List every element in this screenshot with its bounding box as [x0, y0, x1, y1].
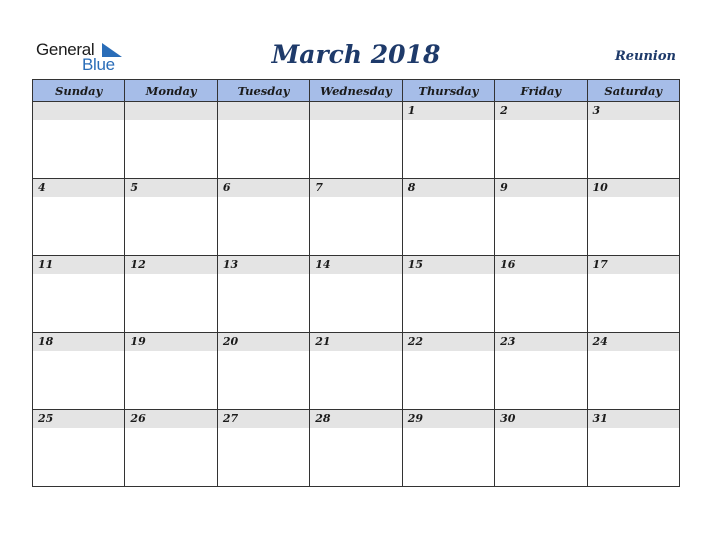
- day-number: [218, 102, 309, 120]
- day-number: 28: [310, 410, 401, 428]
- weekday-thursday: Thursday: [402, 80, 494, 102]
- day-cell: [33, 333, 125, 410]
- calendar-title: March 2018: [271, 40, 441, 69]
- day-cell: [310, 333, 402, 410]
- day-cell: [125, 410, 217, 487]
- day-number: 5: [125, 179, 216, 197]
- day-number: 25: [33, 410, 124, 428]
- day-cell: [125, 333, 217, 410]
- day-number: 29: [403, 410, 494, 428]
- day-number: 3: [588, 102, 679, 120]
- weekday-header-row: [33, 80, 680, 102]
- day-cell: [125, 256, 217, 333]
- day-cell: [495, 179, 587, 256]
- day-number: 9: [495, 179, 586, 197]
- weekday-friday: Friday: [495, 80, 587, 102]
- day-number: 20: [218, 333, 309, 351]
- day-cell: [217, 410, 309, 487]
- region-label: Reunion: [614, 49, 676, 64]
- day-number: 27: [218, 410, 309, 428]
- weekday-monday: Monday: [125, 80, 217, 102]
- day-number: 26: [125, 410, 216, 428]
- day-number: 17: [588, 256, 679, 274]
- day-cell: [495, 256, 587, 333]
- day-number: 13: [218, 256, 309, 274]
- day-number: 4: [33, 179, 124, 197]
- weekday-wednesday: Wednesday: [310, 80, 402, 102]
- day-number: [310, 102, 401, 120]
- day-number: 1: [403, 102, 494, 120]
- weekday-sunday: Sunday: [33, 80, 125, 102]
- day-cell: [587, 256, 679, 333]
- day-number: [125, 102, 216, 120]
- week-row: [33, 256, 680, 333]
- week-row: [33, 179, 680, 256]
- day-cell: [495, 410, 587, 487]
- day-cell: [217, 102, 309, 179]
- day-number: [33, 102, 124, 120]
- day-cell: [125, 179, 217, 256]
- day-cell: [402, 333, 494, 410]
- week-row: [33, 410, 680, 487]
- day-cell: [587, 333, 679, 410]
- day-cell: [402, 179, 494, 256]
- weekday-saturday: Saturday: [587, 80, 679, 102]
- day-number: 19: [125, 333, 216, 351]
- day-cell: [33, 179, 125, 256]
- day-number: 18: [33, 333, 124, 351]
- day-cell: [402, 410, 494, 487]
- day-number: 14: [310, 256, 401, 274]
- day-number: 22: [403, 333, 494, 351]
- day-cell: [402, 102, 494, 179]
- day-number: 30: [495, 410, 586, 428]
- day-number: 31: [588, 410, 679, 428]
- week-row: [33, 333, 680, 410]
- day-number: 15: [403, 256, 494, 274]
- day-cell: [587, 102, 679, 179]
- day-cell: [402, 256, 494, 333]
- calendar-grid: [32, 79, 680, 487]
- day-number: 23: [495, 333, 586, 351]
- logo-word-general: General: [36, 40, 95, 59]
- day-cell: [495, 102, 587, 179]
- day-number: 2: [495, 102, 586, 120]
- day-cell: [217, 179, 309, 256]
- day-number: 8: [403, 179, 494, 197]
- day-number: 10: [588, 179, 679, 197]
- day-cell: [33, 102, 125, 179]
- day-cell: [310, 256, 402, 333]
- day-cell: [217, 256, 309, 333]
- day-cell: [495, 333, 587, 410]
- day-cell: [33, 410, 125, 487]
- day-cell: [587, 410, 679, 487]
- day-cell: [310, 179, 402, 256]
- day-number: 6: [218, 179, 309, 197]
- day-cell: [587, 179, 679, 256]
- logo-word-blue: Blue: [82, 55, 115, 74]
- day-cell: [217, 333, 309, 410]
- week-row: [33, 102, 680, 179]
- day-number: 7: [310, 179, 401, 197]
- day-number: 16: [495, 256, 586, 274]
- day-number: 24: [588, 333, 679, 351]
- day-cell: [125, 102, 217, 179]
- day-number: 11: [33, 256, 124, 274]
- day-cell: [310, 102, 402, 179]
- day-cell: [310, 410, 402, 487]
- day-number: 21: [310, 333, 401, 351]
- day-cell: [33, 256, 125, 333]
- day-number: 12: [125, 256, 216, 274]
- weekday-tuesday: Tuesday: [217, 80, 309, 102]
